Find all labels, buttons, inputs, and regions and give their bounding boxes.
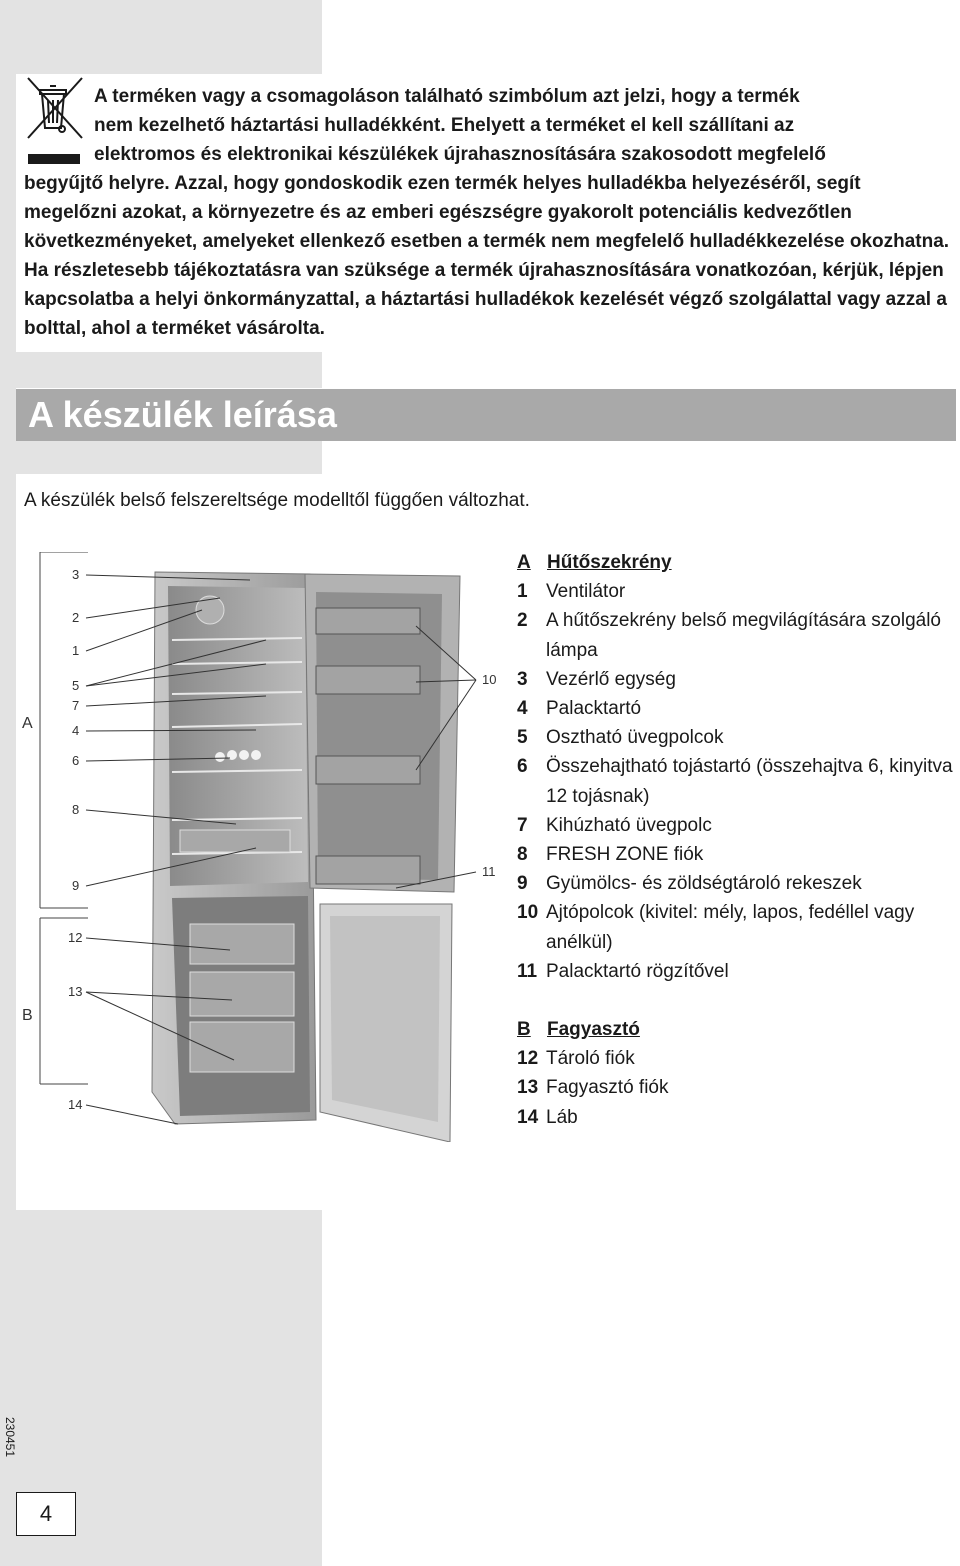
legend-item: 2 A hűtőszekrény belső megvilágítására szolgáló lámpa <box>517 610 942 661</box>
legend-item: 13 Fagyasztó fiók <box>517 1077 669 1099</box>
legend-item: 8 FRESH ZONE fiók <box>517 844 704 866</box>
legend-item: 9 Gyümölcs- és zöldségtároló rekeszek <box>517 873 862 895</box>
parts-legend <box>517 548 957 1132</box>
notice-body: begyűjtő helyre. Azzal, hogy gondoskodik ezen termék helyes hulladékba helyezéséről, segít megelőzni azokat, a környezetre és az emberi egészségre gyakorolt potenciális kedvezőtlen következményeket, amelyeket ellenkező esetben a termék nem megfelelő hulladékkezelése okozhatna. Ha részletesebb tájékoztatásra van szüksége a termék újrahasznosítására vonatkozóan, kérjük, lépjen kapcsolatba a helyi önkormányzattal, a háztartási hulladékok kezelését végző szolgálattal vagy azzal a bolttal, ahol a terméket vásárolta. <box>24 173 950 339</box>
group-brackets <box>40 552 88 1084</box>
notice-line: elektromos és elektronikai készülékek újrahasznosítására szakosodott megfelelő <box>94 144 826 165</box>
notice-line: nem kezelhető háztartási hulladékként. Ehelyett a terméket el kell szállítani az <box>94 115 795 136</box>
header-band <box>16 0 322 74</box>
legend-item: 3 Vezérlő egység <box>517 668 676 690</box>
callout-label: 2 <box>72 610 80 625</box>
callout-label: 12 <box>68 930 83 945</box>
section-subtitle: A készülék belső felszereltsége modelltől függően változhat. <box>24 490 530 511</box>
callout-label: 4 <box>72 723 80 738</box>
callout-label: 13 <box>68 984 83 999</box>
callout-label: 11 <box>482 864 496 879</box>
group-a-label: A <box>22 715 33 732</box>
fan <box>196 596 224 624</box>
callout-label: 7 <box>72 698 80 713</box>
callout-label: 3 <box>72 567 80 582</box>
callout-label: 8 <box>72 802 80 817</box>
legend-item: 11 Palacktartó rögzítővel <box>517 960 729 982</box>
band <box>16 352 322 388</box>
legend-item: 14 Láb <box>517 1106 578 1128</box>
callout-label: 1 <box>72 643 80 658</box>
callout-label: 9 <box>72 878 80 893</box>
group-b-label: B <box>22 1007 33 1024</box>
legend-item: 5 Osztható üvegpolcok <box>517 727 724 749</box>
document-code: 230451 <box>3 1416 18 1458</box>
page-number-box <box>16 1492 76 1536</box>
legend-item: 12 Tároló fiók <box>517 1048 635 1070</box>
section-title: A készülék leírása <box>28 394 337 435</box>
group-a-heading: A Hűtőszekrény <box>517 552 672 573</box>
band <box>16 440 322 474</box>
group-b-heading: B Fagyasztó <box>517 1019 640 1041</box>
page-margin <box>0 0 16 1566</box>
fridge-door <box>305 574 460 892</box>
fridge-diagram <box>20 552 510 1142</box>
legend-item: 1 Ventilátor <box>517 581 626 603</box>
notice-line: A terméken vagy a csomagoláson található szimbólum azt jelzi, hogy a termék <box>94 86 800 107</box>
callout-label: 14 <box>68 1097 83 1112</box>
callout-label: 10 <box>482 672 497 687</box>
freezer-door <box>320 904 452 1142</box>
legend-item: 4 Palacktartó <box>517 698 642 720</box>
callout-label: 6 <box>72 753 80 768</box>
legend-item: 10 Ajtópolcok (kivitel: mély, lapos, fedéllel vagy anélkül) <box>517 902 915 953</box>
legend-item: 6 Összehajtható tojástartó (összehajtva 6, kinyitva 12 tojásnak) <box>517 756 953 807</box>
page-number: 4 <box>39 1501 53 1526</box>
legend-item: 7 Kihúzható üvegpolc <box>517 814 712 836</box>
section-header <box>16 389 956 441</box>
disposal-notice <box>24 82 954 343</box>
callout-label: 5 <box>72 678 80 693</box>
